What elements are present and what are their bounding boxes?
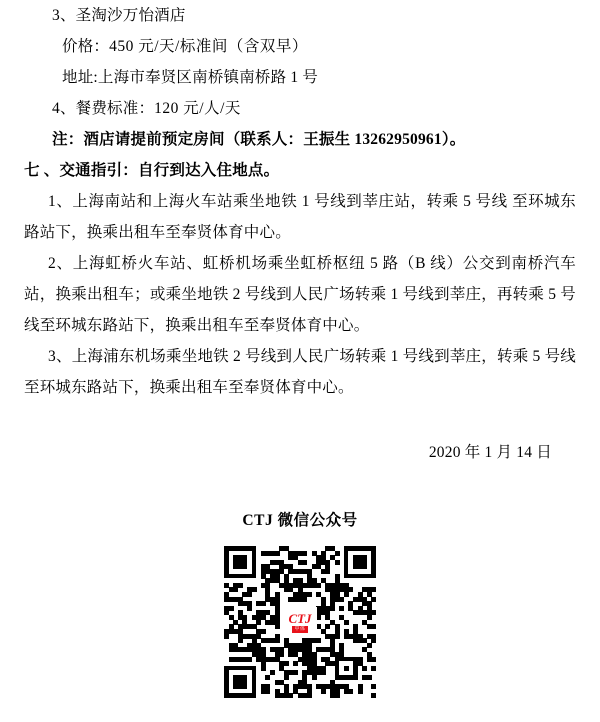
route-paragraph-2 [24, 248, 576, 341]
meal-item-number: 4、 [52, 100, 76, 117]
wechat-qr-code [224, 546, 376, 698]
hotel-price-line [24, 31, 576, 62]
route-text-2: 上海虹桥火车站、虹桥机场乘坐虹桥枢纽 5 路（B 线）公交到南桥汽车站，换乘出租车；或乘坐地铁 2 号线到人民广场转乘 1 号线到莘庄，再转乘 5 号线至环城东路站下，换乘出租车至奉贤体育中心。 [24, 255, 576, 334]
route-number-1: 1、 [48, 193, 73, 210]
qr-logo-text: CTJ [288, 610, 312, 626]
hotel-address-line [24, 62, 576, 93]
hotel-item-number: 3、 [52, 7, 76, 24]
route-paragraph-1 [24, 186, 576, 248]
note-text: 酒店请提前预定房间（联系人：王振生 13262950961）。 [83, 131, 466, 148]
wechat-title: CTJ 微信公众号 [242, 512, 358, 529]
qr-code-area [24, 546, 576, 698]
qr-logo-sub: 中体 [294, 626, 306, 632]
section-seven-number: 七 、 [24, 162, 60, 179]
route-number-2: 2、 [48, 255, 73, 272]
section-seven-title: 交通指引： [59, 162, 138, 179]
hotel-item-name: 圣淘沙万怡酒店 [75, 7, 186, 24]
hotel-address-label: 地址: [62, 69, 98, 86]
route-number-3: 3、 [48, 348, 72, 365]
note-line [24, 124, 576, 155]
hotel-item-3 [24, 0, 576, 31]
route-paragraph-3 [24, 341, 576, 403]
section-seven-text: 自行到达入住地点。 [138, 162, 280, 179]
hotel-address-value: 上海市奉贤区南桥镇南桥路 1 号 [97, 69, 319, 86]
document-date: 2020 年 1 月 14 日 [428, 444, 552, 461]
qr-center-logo [283, 607, 317, 637]
meal-standard-line [24, 93, 576, 124]
section-seven-heading [24, 155, 576, 186]
hotel-price-label: 价格： [62, 38, 110, 55]
route-text-1: 上海南站和上海火车站乘坐地铁 1 号线到莘庄站，转乘 5 号线 至环城东路站下，换乘出租车至奉贤体育中心。 [24, 193, 577, 241]
note-label: 注： [52, 131, 84, 148]
meal-item-label: 餐费标准： [75, 100, 155, 117]
meal-item-value: 120 元/人/天 [154, 100, 241, 117]
route-text-3: 上海浦东机场乘坐地铁 2 号线到人民广场转乘 1 号线到莘庄，转乘 5 号线至环城东路站下，换乘出租车至奉贤体育中心。 [24, 348, 576, 396]
hotel-price-value: 450 元/天/标准间（含双早） [109, 38, 308, 55]
